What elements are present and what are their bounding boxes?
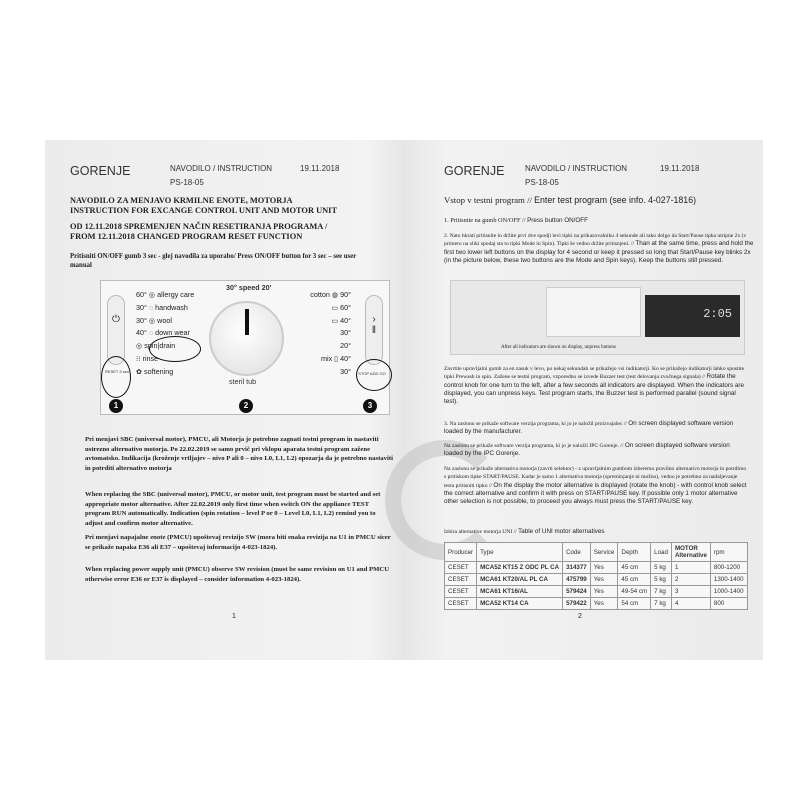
paragraph-en-2: When replacing power supply unit (PMCU) observe SW revision (must be same revision on U1 and PMCU otherwise error E36 or E37 is displayed – consider information 4-023-1824). bbox=[85, 566, 390, 583]
washing-machine-photo bbox=[450, 280, 745, 355]
step2-en: Than at the same time, press and hold the first two lower left buttons on the display for 4 second or keep it pressed so long that Start/Pause key blinks 2x (in the picture below, these two buttons are the Mode and Spin keys). Keep the buttons still pressed. bbox=[444, 240, 754, 264]
cell: 579422 bbox=[563, 598, 591, 610]
start-label: STOP ADD GO bbox=[358, 371, 386, 376]
rotate-paragraph bbox=[444, 365, 749, 406]
program-knob bbox=[209, 301, 284, 376]
paragraph-sl-1: Pri menjavi SBC (universal motor), PMCU, ali Motorja je potrebno zagnati testni program in nastaviti ustrezno alternativo motorja. Po 22.02.2019 se samo prvič pri vklopu aparata testni program zažene avtomatsko. Indikacija (kroženje vrtljajev – nivo P ali 0 – nivo L0, L1, L2) opozarja da je potrebno nastaviti in potrditi alternativo motorja bbox=[85, 436, 393, 472]
caption-sl: Izbira alternative motorja UNI // bbox=[444, 529, 519, 535]
photo-caption: After all indicators are shown on display, unpress buttons bbox=[501, 345, 616, 350]
panel-top-label: 30° speed 20' bbox=[226, 283, 272, 292]
callout-2: 2 bbox=[239, 399, 253, 413]
doc-code: PS-18-05 bbox=[170, 178, 204, 187]
step1-en: Press button ON/OFF bbox=[527, 217, 588, 224]
cell: 45 cm bbox=[618, 574, 651, 586]
column-header: Code bbox=[563, 543, 591, 562]
right-programs bbox=[310, 289, 351, 379]
column-header: Load bbox=[651, 543, 672, 562]
column-header: Service bbox=[590, 543, 618, 562]
highlight-circle bbox=[356, 359, 392, 391]
cell: MCA52 KT14 CA bbox=[477, 598, 563, 610]
cell: CESET bbox=[445, 598, 477, 610]
alt-en: On the display the motor alternative is displayed (rotate the knob) - with control knob select the correct alternative and confirm it with press on START/PAUSE key. If possible only 1 motor alternative other selection is not possible, to proceed you always must press the START/PAUSE key. bbox=[444, 481, 747, 506]
cell: 4 bbox=[671, 598, 710, 610]
program: ✿ softening bbox=[136, 366, 174, 376]
rotate-sl: Zavrtite upravljalni gumb za en zasuk v levo, po nekaj sekundah se prikažejo vsi indikatorji. Ko se prikažejo indikatorji lahko spustite tipki Prewash in spin. Zažene se testni program, vzporedno se izvede Buzzer test (test delovanja zvočnega signala) // bbox=[444, 366, 745, 381]
column-header: rpm bbox=[710, 543, 747, 562]
table-caption bbox=[444, 527, 749, 538]
cell: 1300-1400 bbox=[710, 574, 747, 586]
program: 40° ◌ down wear bbox=[136, 328, 190, 338]
title-sl: NAVODILO ZA MENJAVO KRMILNE ENOTE, MOTORJA bbox=[70, 196, 293, 205]
step2-sl: 2. Nato hkrati pritisnite in držite prvi dve spodji levi tipki na prikazovalniku 4 sekunde ali tako dolgo da Start/Pause tipka utripne 2x (v primeru na sliki spodaj sta to tipki Mode in Spin). Tipki še vedno držite pritisnjeni. // bbox=[444, 233, 747, 248]
press-note: Pritisniti ON/OFF gumb 3 sec - glej navodila za uporabo/ Press ON/OFF button for 3 sec – see user manual bbox=[70, 253, 357, 269]
document-sheet bbox=[45, 140, 763, 660]
title-en: Enter test program (see info. 4-027-1816) bbox=[534, 195, 697, 205]
paragraph-sl-2: Pri menjavi napajalne enote (PMCU) upoštevaj revizijo SW (mora biti enaka revizija na U1 in PMCU sicer se prikaže napaka E36 ali E37 – upoštevaj informacijo 4-023-1824). bbox=[85, 534, 391, 551]
program: cotton ◍ 90° bbox=[310, 290, 351, 299]
caption-en: Table of UNI motor alternatives bbox=[518, 528, 605, 535]
table-row bbox=[445, 598, 748, 610]
alt-sl: Na zaslonu se prikaže alternativa motorja (zavrti selektor) - z upravljalnim gumbom izberemo pravilno alternativo motorja in potrdimo s pritiskom tipke START/PAUSE. Kadar je samo 1 alternativa motorja (spreminjanje ni možno), vedno je potrebno za nadaljevanje testa pritisniti tipko // bbox=[444, 466, 747, 489]
cell: 49-54 cm bbox=[618, 586, 651, 598]
step-1 bbox=[444, 216, 754, 226]
callout-3: 3 bbox=[363, 399, 377, 413]
program: 30° ◌ handwash bbox=[136, 302, 188, 312]
panel-bottom-label: steril tub bbox=[229, 377, 257, 386]
program: mix ▯ 40° bbox=[321, 353, 351, 363]
column-header: MOTOR Alternative bbox=[671, 543, 710, 562]
subtitle-en: FROM 12.11.2018 CHANGED PROGRAM RESET FUNCTION bbox=[70, 232, 303, 241]
table-header-row bbox=[445, 543, 748, 562]
cell: 579424 bbox=[563, 586, 591, 598]
step-2 bbox=[444, 232, 754, 265]
cell: 475799 bbox=[563, 574, 591, 586]
title-sl: Vstop v testni program // bbox=[444, 195, 535, 205]
doc-type: NAVODILO / INSTRUCTION bbox=[170, 164, 273, 173]
cell: 2 bbox=[671, 574, 710, 586]
doc-date: 19.11.2018 bbox=[300, 164, 340, 173]
cell: 7 kg bbox=[651, 598, 672, 610]
title bbox=[70, 196, 410, 216]
cell: MCA61 KT16/AL bbox=[477, 586, 563, 598]
cell: CESET bbox=[445, 562, 477, 574]
program: 30° bbox=[340, 328, 351, 338]
cell: 3 bbox=[671, 586, 710, 598]
cell: 800 bbox=[710, 598, 747, 610]
control-panel-image bbox=[100, 280, 390, 415]
cell: CESET bbox=[445, 586, 477, 598]
highlight-circle bbox=[149, 336, 201, 362]
doc-code: PS-18-05 bbox=[525, 178, 559, 187]
ipc-sl: Na zaslonu se prikaže software verzija programa, ki jo je naložil IPC Gorenje. // bbox=[444, 443, 625, 449]
step3-sl: 3. Na zaslonu se prikaže software verzija programa, ki jo je naložil proizvajalec // bbox=[444, 421, 629, 427]
brand: GORENJE bbox=[444, 164, 505, 178]
cell: MCA52 KT15 Z ODC PL CA bbox=[477, 562, 563, 574]
program: 60° ◎ allergy care bbox=[136, 290, 195, 299]
cell: CESET bbox=[445, 574, 477, 586]
cell: 45 cm bbox=[618, 562, 651, 574]
cell: 800-1200 bbox=[710, 562, 747, 574]
program: 20° bbox=[340, 341, 351, 351]
table-row bbox=[445, 574, 748, 586]
start-pause-button-icon: › ‖ bbox=[365, 295, 383, 365]
display-panel bbox=[645, 295, 740, 337]
doc-date: 19.11.2018 bbox=[660, 164, 700, 173]
cell: 5 kg bbox=[651, 562, 672, 574]
motor-alternatives-table bbox=[444, 542, 748, 610]
cell: 54 cm bbox=[618, 598, 651, 610]
alternative-paragraph bbox=[444, 465, 749, 506]
paragraph-en-1: When replacing the SBC (universal motor), PMCU, or motor unit, test program must be started and set appropriate motor alternative. After 22.02.2019 only first time when switch ON the appliance TEST program RUN automatically. Indication (spin rotation – level P or 0 – Level L0, L1, L2) remind you to adjust and confirm motor alternative. bbox=[85, 491, 381, 527]
left-programs bbox=[136, 289, 194, 379]
reset-label: RESET 3 sec bbox=[105, 369, 129, 374]
callout-1: 1 bbox=[109, 399, 123, 413]
rotate-en: Rotate the control knob for one turn to the left, after a few seconds all indicators are displayed. When the indicators are displayed, you can unpress keys. Test program starts, the Buzzer test is performed parallel (sound signal test). bbox=[444, 373, 744, 406]
column-header: Type bbox=[477, 543, 563, 562]
display-readout: 2:05 bbox=[703, 307, 732, 321]
title-en: INSTRUCTION FOR EXCANGE CONTROL UNIT AND MOTOR UNIT bbox=[70, 206, 338, 215]
program: ◎ spin|drain bbox=[136, 341, 176, 351]
page-2 bbox=[430, 140, 760, 660]
program: ▭ 40° bbox=[331, 315, 351, 325]
program: 30° ◎ wool bbox=[136, 315, 172, 325]
control-panel-image bbox=[546, 287, 641, 337]
step3-en: On screen displayed software version loaded by the manufacturer. bbox=[444, 420, 734, 436]
subtitle-sl: OD 12.11.2018 SPREMENJEN NAČIN RESETIRANJA PROGRAMA / bbox=[70, 222, 328, 231]
cell: 7 kg bbox=[651, 586, 672, 598]
table-row bbox=[445, 562, 748, 574]
cell: 1000-1400 bbox=[710, 586, 747, 598]
program: ⁝⁝ rinse bbox=[136, 353, 159, 363]
ipc-en: On screen displayed software version loaded by the IPC Gorenje. bbox=[444, 442, 730, 458]
doc-type: NAVODILO / INSTRUCTION bbox=[525, 164, 628, 173]
highlight-circle bbox=[101, 356, 131, 398]
section-title bbox=[444, 196, 754, 206]
page-1 bbox=[60, 140, 410, 660]
ipc-paragraph bbox=[444, 442, 749, 459]
cell: Yes bbox=[590, 586, 618, 598]
program: ▭ 60° bbox=[331, 302, 351, 312]
power-button-icon: ⏻ bbox=[107, 295, 125, 365]
step1-sl: 1. Pritisnite na gumb ON/OFF // bbox=[444, 217, 528, 224]
column-header: Producer bbox=[445, 543, 477, 562]
page-number: 2 bbox=[578, 613, 582, 620]
cell: Yes bbox=[590, 562, 618, 574]
table-row bbox=[445, 586, 748, 598]
page-number: 1 bbox=[232, 613, 236, 620]
cell: 1 bbox=[671, 562, 710, 574]
brand: GORENJE bbox=[70, 164, 131, 178]
program: 30° bbox=[340, 366, 351, 376]
cell: 314377 bbox=[563, 562, 591, 574]
cell: Yes bbox=[590, 574, 618, 586]
cell: MCA61 KT20/AL PL CA bbox=[477, 574, 563, 586]
cell: Yes bbox=[590, 598, 618, 610]
step-3 bbox=[444, 420, 749, 437]
subtitle bbox=[70, 222, 410, 242]
column-header: Depth bbox=[618, 543, 651, 562]
cell: 5 kg bbox=[651, 574, 672, 586]
